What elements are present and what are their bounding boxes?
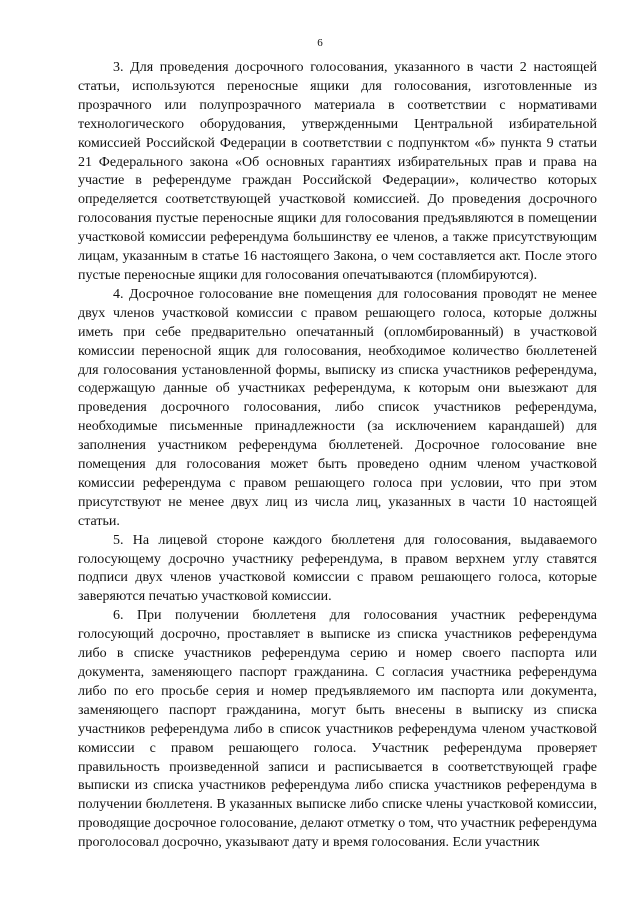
paragraph-6: 6. При получении бюллетеня для голосования участник референдума голосующий досрочно, проставляет в выписке из списка участников референдума либо в списке участников референдума серию и номер своего паспорта или документа, заменяющего паспорт гражданина. С согласия участника референдума либо по его просьбе серия и номер предъявляемого им паспорта или документа, заменяющего паспорт гражданина, могут быть внесены в выписку из списка участников референдума либо в список участников референдума членом участковой комиссии с правом решающего голоса. Участник референдума проверяет правильность произведенной записи и расписывается в соответствующей графе выписки из списка участников референдума либо списка участников референдума в получении бюллетеня. В указанных выписке либо списке члены участковой комиссии, проводящие досрочное голосование, делают отметку о том, что участник референдума проголосовал досрочно, указывают дату и время голосования. Если участник	[78, 608, 597, 851]
paragraph-4: 4. Досрочное голосование вне помещения для голосования проводят не менее двух членов участковой комиссии с правом решающего голоса, которые должны иметь при себе предварительно опечатанный (опломбированный) в участковой комиссии переносной ящик для голосования, необходимое количество бюллетеней для голосования установленной формы, выписку из списка участников референдума, содержащую данные об участниках референдума, к которым они выезжают для проведения досрочного голосования, либо список участников референдума, необходимые письменные принадлежности (за исключением карандашей) для заполнения участником референдума бюллетеней. Досрочное голосование вне помещения для голосования может быть проведено одним членом участковой комиссии референдума с правом решающего голоса при условии, что при этом присутствуют не менее двух лиц из числа лиц, указанных в части 10 настоящей статьи.	[78, 286, 597, 529]
paragraph-5: 5. На лицевой стороне каждого бюллетеня для голосования, выдаваемого голосующему досрочно участнику референдума, в правом верхнем углу ставятся подписи двух членов участковой комиссии с правом решающего голоса, которые заверяются печатью участковой комиссии.	[78, 532, 597, 605]
document-body	[78, 59, 597, 853]
page-number: 6	[317, 37, 323, 49]
paragraph-3: 3. Для проведения досрочного голосования, указанного в части 2 настоящей статьи, используются переносные ящики для голосования, изготовленные из прозрачного или полупрозрачного материала в соответствии с нормативами технологического оборудования, утвержденными Центральной избирательной комиссией Российской Федерации в соответствии с подпунктом «б» пункта 9 статьи 21 Федерального закона «Об основных гарантиях избирательных прав и права на участие в референдуме граждан Российской Федерации», количество которых определяется соответствующей участковой комиссией. До проведения досрочного голосования пустые переносные ящики для голосования предъявляются в помещении участковой комиссии референдума большинству ее членов, а также присутствующим лицам, указанным в статье 16 настоящего Закона, о чем составляется акт. После этого пустые переносные ящики для голосования опечатываются (пломбируются).	[78, 60, 597, 283]
